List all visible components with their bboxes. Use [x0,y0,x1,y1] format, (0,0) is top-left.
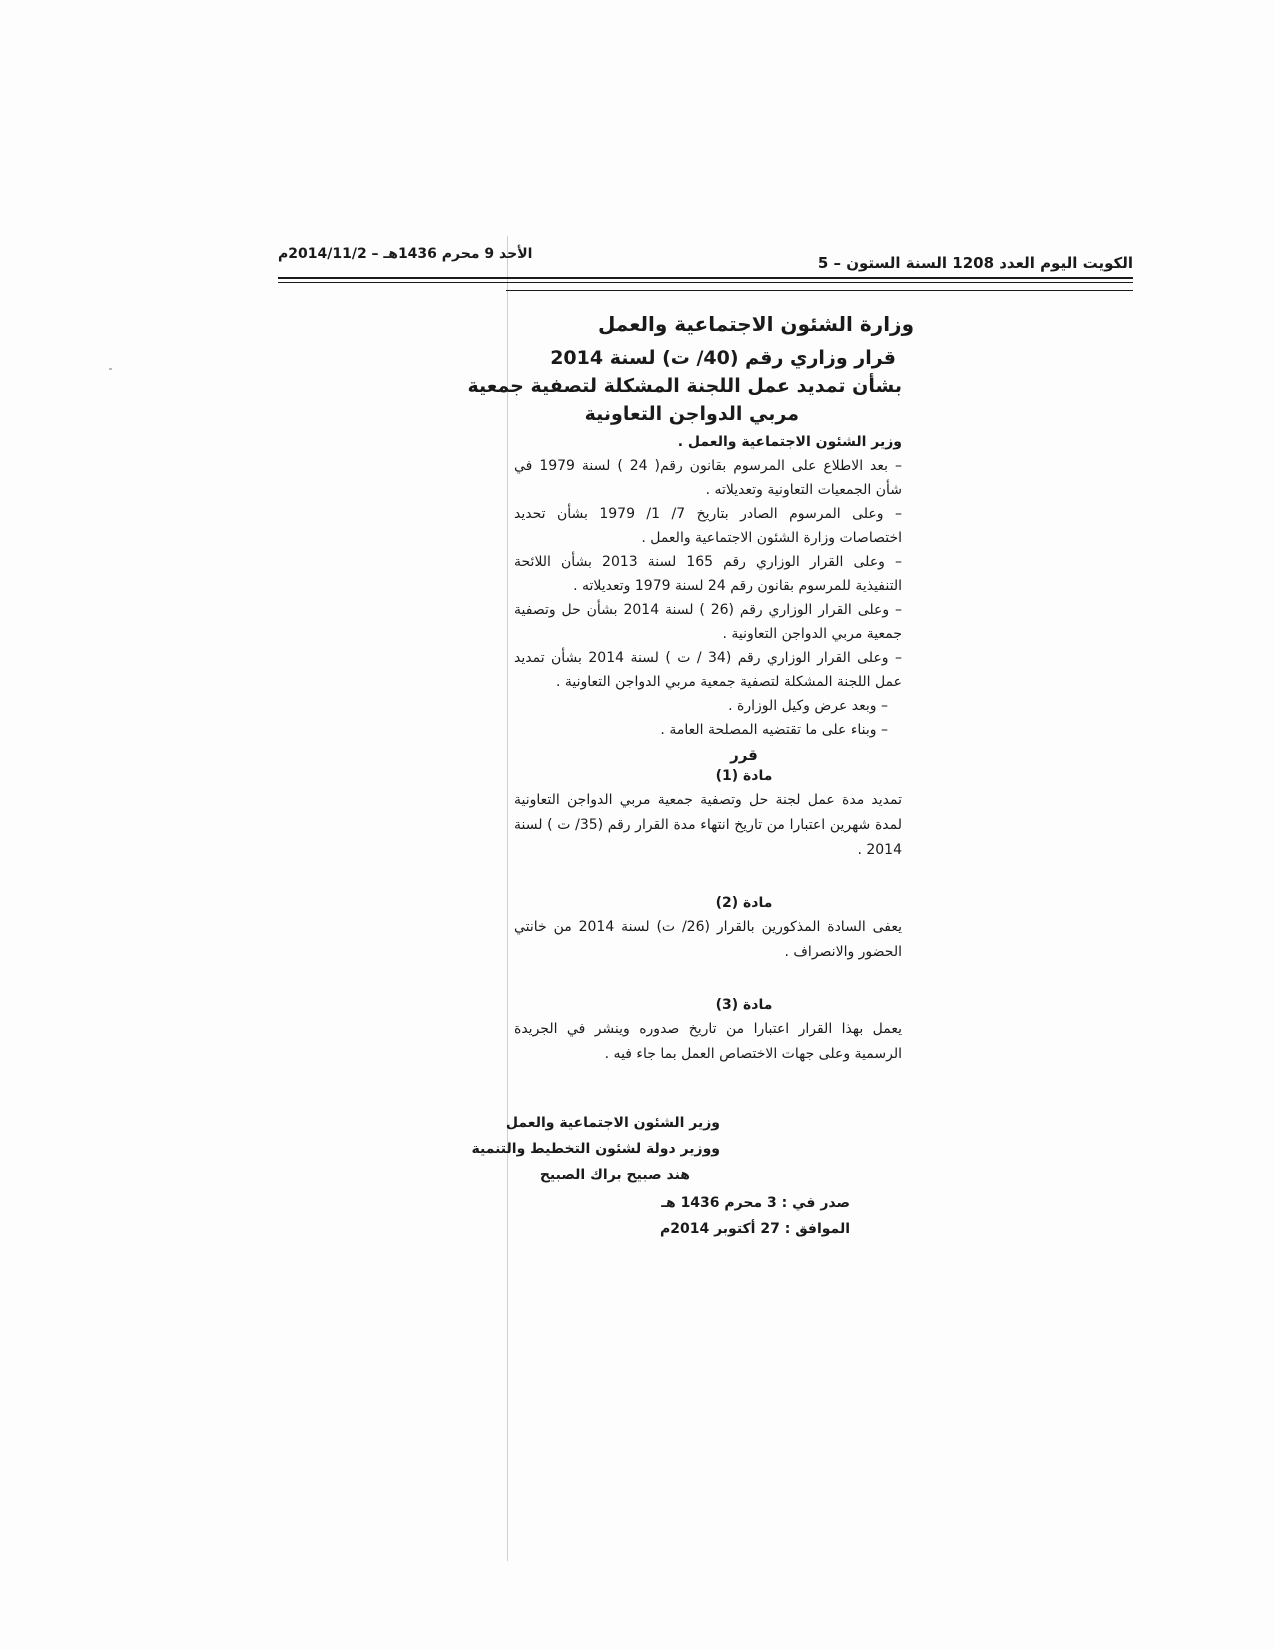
decided-heading: قرر [730,746,758,764]
article-2-heading: مادة (2) [715,895,773,911]
recital-6: – وبعد عرض وكيل الوزارة . [728,698,888,714]
recital-5: – وعلى القرار الوزاري رقم (34 / ت ) لسنة 2014 بشأن تمديد عمل اللجنة المشكلة لتصفية جمعية مربي الدواجن التعاونية . [514,650,902,690]
issue-date-block [660,1190,850,1242]
header-issue-info: الكويت اليوم العدد 1208 السنة الستون – 5 [817,254,1133,272]
article-3-heading: مادة (3) [715,997,773,1013]
signatory-title-2: ووزير دولة لشئون التخطيط والتنمية [471,1141,720,1157]
ministry-name: وزارة الشئون الاجتماعية والعمل [597,312,914,336]
recital-4: – وعلى القرار الوزاري رقم (26 ) لسنة 2014 بشأن حل وتصفية جمعية مربي الدواجن التعاونية . [514,602,902,642]
header-date: الأحد 9 محرم 1436هـ – 2014/11/2م [278,246,533,262]
signatory-name: هند صبيح براك الصبيح [539,1167,690,1183]
recital-1: – بعد الاطلاع على المرسوم بقانون رقم( 24 ) لسنة 1979 في شأن الجمعيات التعاونية وتعديلاته . [514,458,902,498]
column-divider [507,236,508,1561]
header-rule-thin [278,282,1133,283]
recital-7: – وبناء على ما تقتضيه المصلحة العامة . [660,722,888,738]
scan-speck [109,368,112,370]
decision-lead: وزير الشئون الاجتماعية والعمل . [677,434,902,450]
decision-title-line-1: قرار وزاري رقم (40/ ت) لسنة 2014 [550,347,896,369]
recital-2: – وعلى المرسوم الصادر بتاريخ 7/ 1/ 1979 بشأن تحديد اختصاصات وزارة الشئون الاجتماعية والعمل . [514,506,902,546]
article-1-heading: مادة (1) [715,768,773,784]
issue-date-hijri: صدر في : 3 محرم 1436 هـ [661,1195,850,1211]
page-header [278,246,1133,276]
signature-block [471,1110,720,1188]
header-rule-column [506,290,1133,291]
article-3-body: يعمل بهذا القرار اعتبارا من تاريخ صدوره وينشر في الجريدة الرسمية وعلى جهات الاختصاص العمل بما جاء فيه . [514,1021,902,1062]
header-rule-thick [278,277,1133,279]
article-2-body: يعفى السادة المذكورين بالقرار (26/ ت) لسنة 2014 من خانتي الحضور والانصراف . [514,919,902,960]
signatory-title-1: وزير الشئون الاجتماعية والعمل [505,1115,720,1131]
decision-column [467,312,914,1067]
decision-title-line-3: مربي الدواجن التعاونية [584,403,799,425]
decision-title-line-2: بشأن تمديد عمل اللجنة المشكلة لتصفية جمعية [467,375,902,397]
article-1-body: تمديد مدة عمل لجنة حل وتصفية جمعية مربي الدواجن التعاونية لمدة شهرين اعتبارا من تاريخ انتهاء مدة القرار رقم (35/ ت ) لسنة 2014 . [514,792,902,858]
recital-3: – وعلى القرار الوزاري رقم 165 لسنة 2013 بشأن اللائحة التنفيذية للمرسوم بقانون رقم 24 لسنة 1979 وتعديلاته . [514,554,903,594]
issue-date-gregorian: الموافق : 27 أكتوبر 2014م [659,1221,850,1237]
